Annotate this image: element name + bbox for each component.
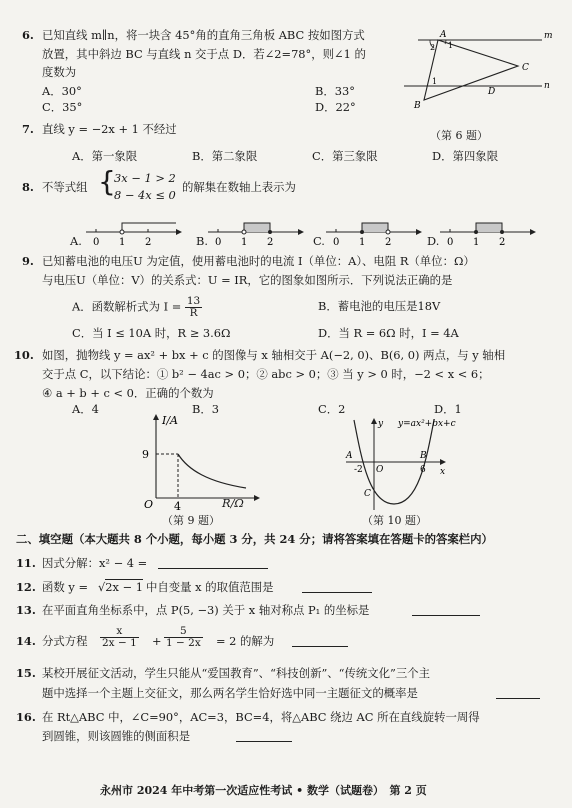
- q8-row1: 3x − 1 > 2: [114, 171, 176, 185]
- q12-pre: 函数 y =: [42, 580, 89, 594]
- label-angle-1: 1: [448, 41, 454, 50]
- q8-numberline-c: [326, 218, 422, 248]
- q6-option-c: C．35°: [42, 100, 83, 114]
- q9-figure: [136, 412, 266, 513]
- q9-line1: 已知蓄电池的电压U 为定值，使用蓄电池时的电流 I（单位：A）、电阻 R（单位：Ω）: [42, 254, 475, 268]
- q16-line2: 到圆锥，则该圆锥的侧面积是: [42, 729, 191, 743]
- q9-option-a: [72, 296, 202, 319]
- label-c: C: [522, 63, 529, 73]
- tick-0: 0: [447, 237, 454, 248]
- q9-fraction-numerator: 13: [186, 295, 201, 307]
- q9-option-c: C．当 I ≤ 10A 时，R ≥ 3.6Ω: [72, 326, 231, 340]
- label-angle-1b: 1: [432, 77, 438, 86]
- q14-frac2: [164, 626, 203, 649]
- fig10-caption: （第 10 题）: [362, 514, 427, 527]
- tick-1: 1: [241, 237, 248, 248]
- q15-answer-blank[interactable]: [496, 698, 540, 699]
- triangle-abc: [424, 40, 518, 100]
- label-b: B: [414, 101, 421, 111]
- label-n: n: [544, 81, 550, 91]
- q14-post: = 2 的解为: [216, 634, 275, 648]
- q8-post: 的解集在数轴上表示为: [182, 180, 296, 194]
- page-footer: 永州市 2024 年中考第一次适应性考试 • 数学（试题卷） 第 2 页: [100, 784, 427, 797]
- q6-line2: 放置，其中斜边 BC 与直线 n 交于点 D．若∠2=78°，则∠1 的: [42, 47, 366, 61]
- q9-fraction-denominator: R: [189, 307, 198, 319]
- q12-number: 12.: [16, 580, 36, 594]
- q7-number: 7.: [22, 122, 34, 136]
- q6-figure: [400, 26, 553, 116]
- label-m: m: [544, 31, 553, 41]
- tick-1: 1: [119, 237, 126, 248]
- fig10-y: y: [378, 419, 384, 429]
- fig10-minus2: -2: [354, 465, 363, 475]
- q9-line2: 与电压U（单位：V）的关系式：U = IR，它的图象如图所示．下列说法正确的是: [42, 273, 453, 287]
- q9-option-a-fraction: [185, 296, 202, 319]
- q8-brace: {: [98, 165, 116, 198]
- q8-row2: 8 − 4x ≤ 0: [114, 188, 176, 202]
- q6-option-b: B．33°: [315, 84, 355, 98]
- q10-number: 10.: [14, 348, 34, 362]
- q12-answer-blank[interactable]: [302, 592, 372, 593]
- tick-2: 2: [385, 237, 392, 248]
- q13-text: 在平面直角坐标系中，点 P(5, −3) 关于 x 轴对称点 P₁ 的坐标是: [42, 603, 370, 617]
- q8-pre: 不等式组: [42, 180, 88, 194]
- fig10-c: C: [364, 489, 371, 499]
- q6-number: 6.: [22, 28, 34, 42]
- label-a: A: [440, 30, 447, 40]
- q14-frac1: [100, 626, 139, 649]
- fig10-six: 6: [420, 465, 426, 475]
- q15-line2: 题中选择一个主题上交征文，那么两名学生恰好选中同一主题征文的概率是: [42, 686, 418, 700]
- q10-line2: 交于点 C，以下结论：① b² − 4ac > 0；② abc > 0；③ 当 y > 0 时，−2 < x < 6；: [42, 367, 490, 381]
- q11-text: 因式分解：x² − 4 =: [42, 556, 148, 570]
- q10-line1: 如图，抛物线 y = ax² + bx + c 的图像与 x 轴相交于 A(−2, 0)、B(6, 0) 两点，与 y 轴相: [42, 348, 506, 362]
- q14-f2-den: 1 − 2x: [166, 637, 201, 649]
- fig9-xlabel: R/Ω: [222, 496, 244, 510]
- q10-option-b: B．3: [192, 402, 220, 416]
- q6-line3: 度数为: [42, 65, 77, 79]
- tick-0: 0: [215, 237, 222, 248]
- q8-option-a: A.: [70, 234, 82, 248]
- q16-line1: 在 Rt△ABC 中，∠C=90°，AC=3，BC=4，将△ABC 绕边 AC 所在直线旋转一周得: [42, 710, 480, 724]
- tick-0: 0: [93, 237, 100, 248]
- q11-number: 11.: [16, 556, 36, 570]
- q6-option-d: D．22°: [315, 100, 356, 114]
- q8-numberline-b: [208, 218, 304, 248]
- fig10-b: B: [420, 451, 427, 461]
- q16-number: 16.: [16, 710, 36, 724]
- q9-option-b: B．蓄电池的电压是18V: [318, 299, 441, 313]
- fig9-ylabel: I/A: [162, 414, 178, 427]
- q15-number: 15.: [16, 666, 36, 680]
- q10-option-d: D．1: [434, 402, 462, 416]
- tick-1: 1: [359, 237, 366, 248]
- tick-2: 2: [499, 237, 506, 248]
- q6-caption: （第 6 题）: [430, 129, 488, 142]
- q7-option-a: A．第一象限: [72, 149, 138, 163]
- fig10-x: x: [440, 467, 446, 477]
- tick-2: 2: [145, 237, 152, 248]
- label-d: D: [488, 87, 496, 97]
- q7-option-c: C．第三象限: [312, 149, 378, 163]
- fig9-x4: 4: [174, 500, 181, 513]
- q14-f2-num: 5: [164, 626, 203, 638]
- q8-numberline-a: [86, 218, 182, 248]
- tick-1: 1: [473, 237, 480, 248]
- q14-number: 14.: [16, 634, 36, 648]
- q14-f1-den: 2x − 1: [102, 637, 137, 649]
- q14-pre: 分式方程: [42, 634, 88, 648]
- q10-figure: [340, 412, 480, 512]
- q13-answer-blank[interactable]: [412, 615, 480, 616]
- fig10-o: O: [376, 465, 384, 475]
- fig10-a: A: [346, 451, 353, 461]
- q8-option-d: D.: [427, 234, 440, 248]
- q8-number: 8.: [22, 180, 34, 194]
- q10-line3: ④ a + b + c < 0．正确的个数为: [42, 386, 214, 400]
- q6-line1: 已知直线 m∥n，将一块含 45°角的直角三角板 ABC 按如图方式: [42, 28, 365, 42]
- q8-numberline-d: [440, 218, 536, 248]
- section-fill-in-title: 二、填空题（本大题共 8 个小题，每小题 3 分，共 24 分；请将答案填在答题卡的答案栏内）: [16, 532, 493, 546]
- q14-plus: +: [152, 634, 162, 648]
- q10-option-a: A．4: [72, 402, 99, 416]
- q7-text: 直线 y = −2x + 1 不经过: [42, 122, 177, 136]
- q11-answer-blank[interactable]: [158, 568, 268, 569]
- q10-option-c: C．2: [318, 402, 346, 416]
- q9-option-a-prefix: A．函数解析式为 I =: [72, 299, 182, 314]
- fig9-caption: （第 9 题）: [162, 514, 220, 527]
- fig9-origin: O: [144, 498, 154, 511]
- q6-option-a: A．30°: [42, 84, 82, 98]
- q12-radical: √2x − 1: [98, 580, 143, 594]
- q15-line1: 某校开展征文活动，学生只能从“爱国教育”、“科技创新”、“传统文化”三个主: [42, 666, 431, 680]
- q9-option-d: D．当 R = 6Ω 时，I = 4A: [318, 326, 459, 340]
- i-r-curve: [178, 454, 246, 488]
- tick-2: 2: [267, 237, 274, 248]
- q13-number: 13.: [16, 603, 36, 617]
- tick-0: 0: [333, 237, 340, 248]
- q14-f1-num: x: [100, 626, 139, 638]
- fig10-curve-label: y=ax²+bx+c: [398, 419, 456, 429]
- label-angle-2: 2: [430, 43, 436, 52]
- q7-option-d: D．第四象限: [432, 149, 499, 163]
- q9-number: 9.: [22, 254, 34, 268]
- q14-answer-blank[interactable]: [292, 646, 348, 647]
- q8-option-b: B.: [196, 234, 208, 248]
- fig9-y9: 9: [142, 448, 149, 461]
- q12-radicand: 2x − 1: [105, 580, 143, 594]
- q16-answer-blank[interactable]: [236, 741, 292, 742]
- q12-post: 中自变量 x 的取值范围是: [146, 580, 274, 594]
- q7-option-b: B．第二象限: [192, 149, 258, 163]
- q8-option-c: C.: [313, 234, 325, 248]
